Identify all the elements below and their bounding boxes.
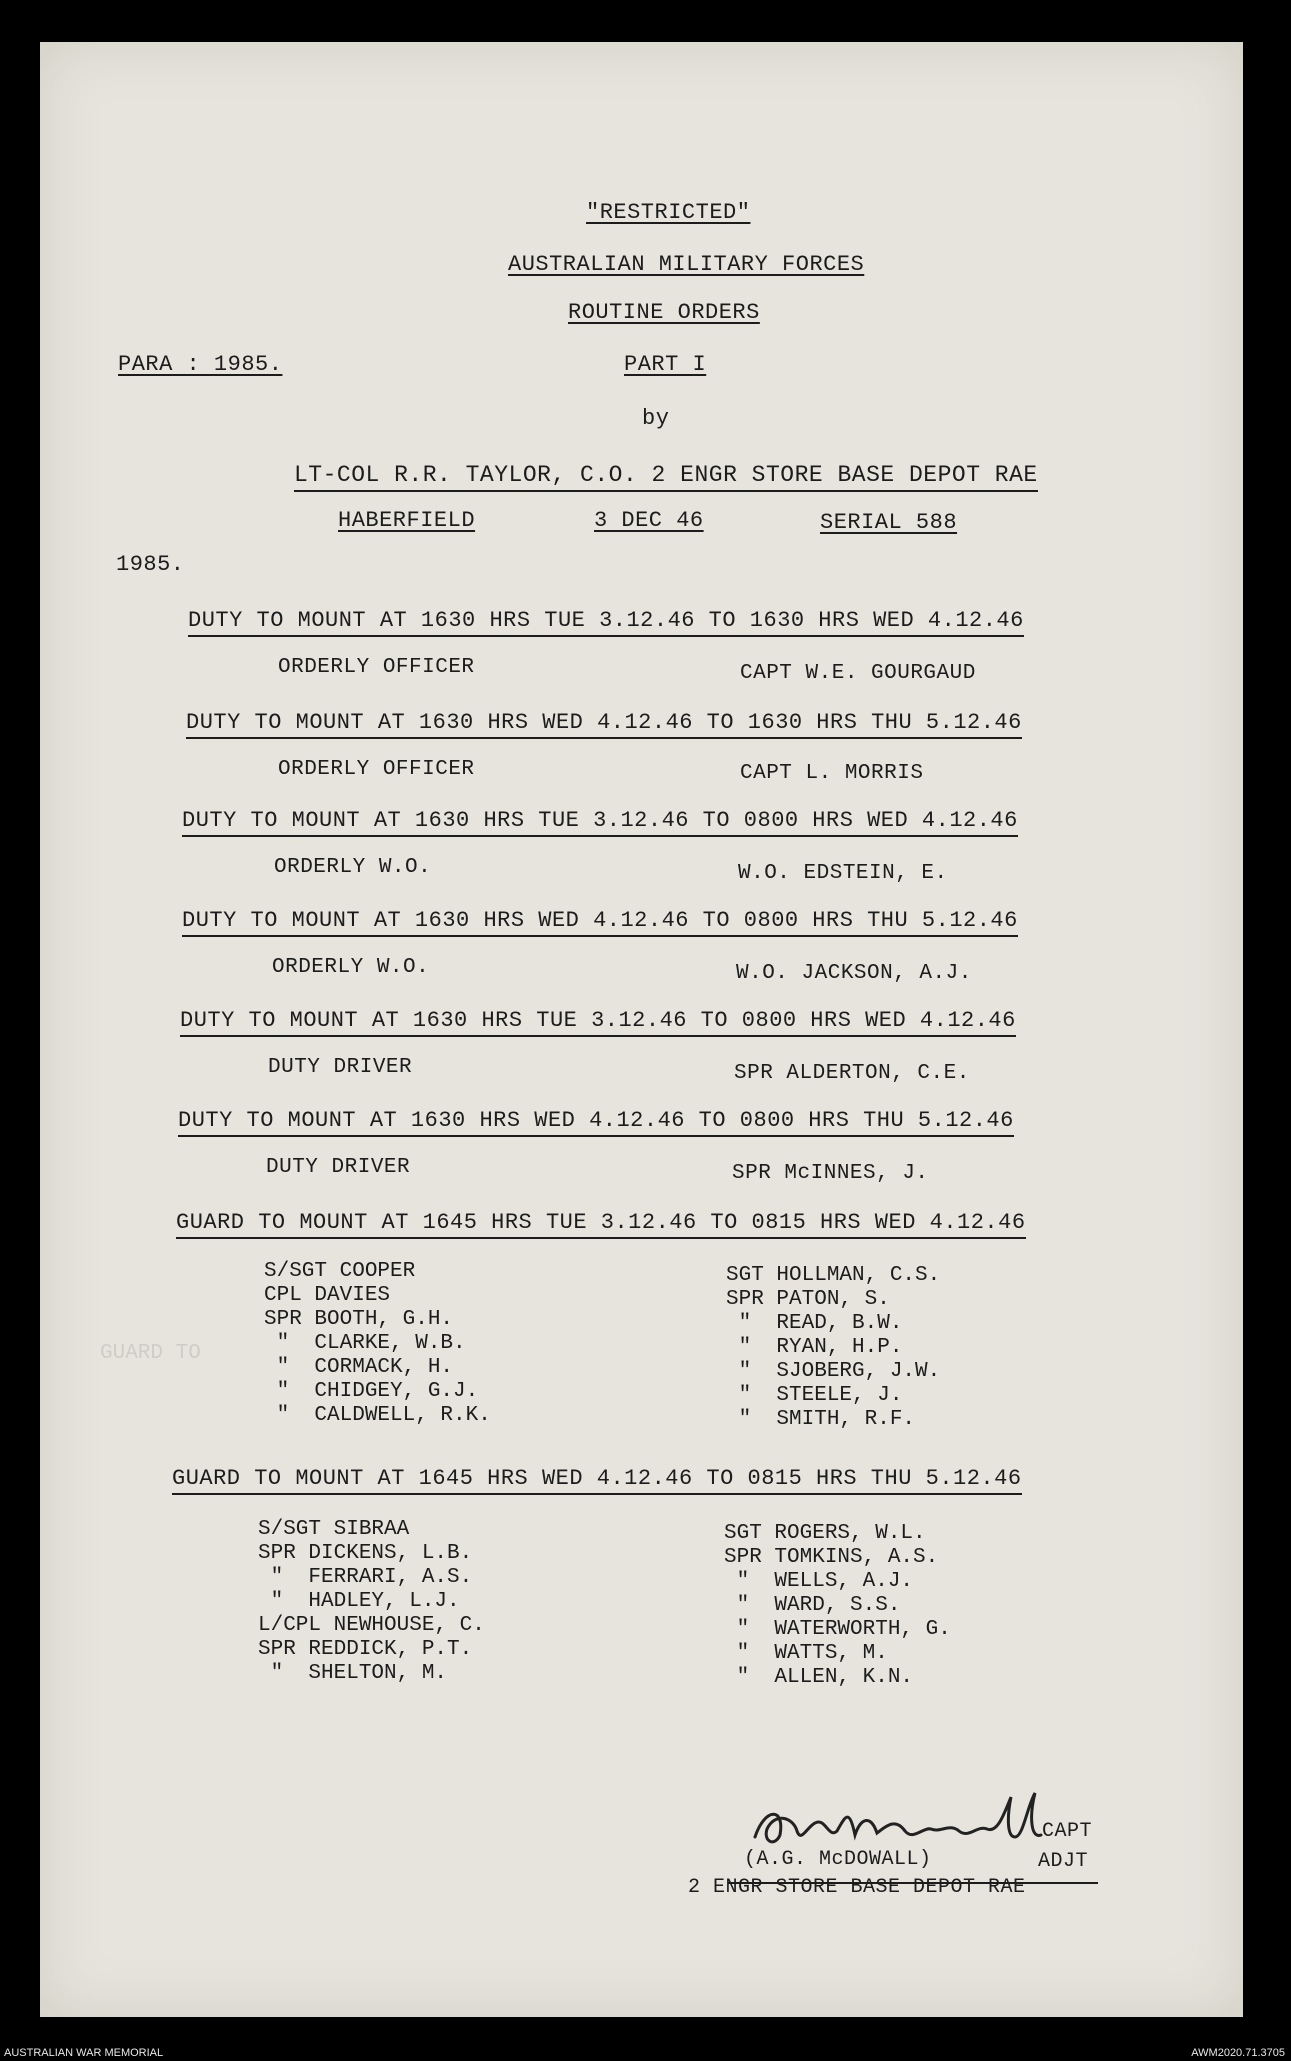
guard-member: " CORMACK, H. xyxy=(264,1356,454,1379)
org-title: AUSTRALIAN MILITARY FORCES xyxy=(508,252,865,277)
duty-heading: DUTY TO MOUNT AT 1630 HRS WED 4.12.46 TO 1630 HRS THU 5.12.46 xyxy=(186,710,1022,739)
order-date: 3 DEC 46 xyxy=(594,508,704,533)
guard-member: " HADLEY, L.J. xyxy=(258,1590,460,1613)
guard-right-list xyxy=(726,1264,940,1432)
part-label: PART I xyxy=(624,352,707,377)
serial-number: SERIAL 588 xyxy=(820,510,958,535)
duty-name: SPR McINNES, J. xyxy=(732,1162,929,1185)
guard-left-list xyxy=(264,1260,491,1428)
guard-member: SPR REDDICK, P.T. xyxy=(258,1638,473,1661)
guard-member: SPR PATON, S. xyxy=(726,1288,890,1311)
guard-left-list xyxy=(258,1518,485,1686)
duty-role: ORDERLY W.O. xyxy=(272,956,430,979)
guard-member: SPR TOMKINS, A.S. xyxy=(724,1546,939,1569)
guard-member: " SJOBERG, J.W. xyxy=(726,1360,941,1383)
para-label: PARA : 1985. xyxy=(118,352,283,377)
para-number: 1985. xyxy=(116,552,185,577)
duty-heading: DUTY TO MOUNT AT 1630 HRS TUE 3.12.46 TO 0800 HRS WED 4.12.46 xyxy=(182,808,1018,837)
orders-title: ROUTINE ORDERS xyxy=(568,300,760,325)
guard-member: " SHELTON, M. xyxy=(258,1662,448,1685)
commander-line: LT-COL R.R. TAYLOR, C.O. 2 ENGR STORE BASE DEPOT RAE xyxy=(294,462,1038,492)
guard-member: " FERRARI, A.S. xyxy=(258,1566,473,1589)
restricted-marking: "RESTRICTED" xyxy=(586,200,751,225)
guard-member: " RYAN, H.P. xyxy=(726,1336,903,1359)
duty-role: ORDERLY W.O. xyxy=(274,856,432,879)
duty-name: W.O. EDSTEIN, E. xyxy=(738,862,948,885)
guard-member: " CLARKE, W.B. xyxy=(264,1332,466,1355)
guard-member: " CHIDGEY, G.J. xyxy=(264,1380,479,1403)
duty-name: CAPT W.E. GOURGAUD xyxy=(740,662,976,685)
signature-rank: CAPT xyxy=(1042,1820,1093,1843)
guard-right-list xyxy=(724,1522,951,1690)
location: HABERFIELD xyxy=(338,508,476,533)
duty-name: W.O. JACKSON, A.J. xyxy=(736,962,972,985)
guard-member: " WARD, S.S. xyxy=(724,1594,901,1617)
guard-member: " ALLEN, K.N. xyxy=(724,1666,914,1689)
guard-member: " READ, B.W. xyxy=(726,1312,903,1335)
duty-role: DUTY DRIVER xyxy=(266,1156,411,1179)
guard-member: SPR DICKENS, L.B. xyxy=(258,1542,473,1565)
guard-member: S/SGT SIBRAA xyxy=(258,1518,410,1541)
guard-heading: GUARD TO MOUNT AT 1645 HRS WED 4.12.46 TO 0815 HRS THU 5.12.46 xyxy=(172,1466,1022,1495)
guard-member: SGT ROGERS, W.L. xyxy=(724,1522,926,1545)
duty-heading: DUTY TO MOUNT AT 1630 HRS TUE 3.12.46 TO 0800 HRS WED 4.12.46 xyxy=(180,1008,1016,1037)
duty-name: CAPT L. MORRIS xyxy=(740,762,924,785)
by-label: by xyxy=(642,406,670,431)
document-page xyxy=(40,42,1243,2017)
footer-source: AUSTRALIAN WAR MEMORIAL xyxy=(4,2047,164,2059)
guard-member: S/SGT COOPER xyxy=(264,1260,416,1283)
duty-role: DUTY DRIVER xyxy=(268,1056,413,1079)
footer-accession: AWM2020.71.3705 xyxy=(1191,2047,1285,2059)
duty-heading: DUTY TO MOUNT AT 1630 HRS WED 4.12.46 TO 0800 HRS THU 5.12.46 xyxy=(182,908,1018,937)
guard-member: SGT HOLLMAN, C.S. xyxy=(726,1264,941,1287)
signature-title: ADJT xyxy=(1038,1850,1089,1873)
signature-name: (A.G. McDOWALL) xyxy=(744,1848,932,1871)
guard-member: " STEELE, J. xyxy=(726,1384,903,1407)
guard-member: " CALDWELL, R.K. xyxy=(264,1404,491,1427)
guard-heading: GUARD TO MOUNT AT 1645 HRS TUE 3.12.46 TO 0815 HRS WED 4.12.46 xyxy=(176,1210,1026,1239)
guard-member: SPR BOOTH, G.H. xyxy=(264,1308,454,1331)
duty-role: ORDERLY OFFICER xyxy=(278,656,475,679)
guard-member: " SMITH, R.F. xyxy=(726,1408,916,1431)
guard-member: L/CPL NEWHOUSE, C. xyxy=(258,1614,485,1637)
signature-unit: 2 ENGR STORE BASE DEPOT RAE xyxy=(688,1876,1026,1899)
guard-member: CPL DAVIES xyxy=(264,1284,391,1307)
duty-name: SPR ALDERTON, C.E. xyxy=(734,1062,970,1085)
guard-member: " WATTS, M. xyxy=(724,1642,888,1665)
duty-heading: DUTY TO MOUNT AT 1630 HRS TUE 3.12.46 TO 1630 HRS WED 4.12.46 xyxy=(188,608,1024,637)
guard-member: " WELLS, A.J. xyxy=(724,1570,914,1593)
guard-member: " WATERWORTH, G. xyxy=(724,1618,951,1641)
bleed-through-mark: GUARD TO xyxy=(100,1342,201,1365)
duty-role: ORDERLY OFFICER xyxy=(278,758,475,781)
duty-heading: DUTY TO MOUNT AT 1630 HRS WED 4.12.46 TO 0800 HRS THU 5.12.46 xyxy=(178,1108,1014,1137)
